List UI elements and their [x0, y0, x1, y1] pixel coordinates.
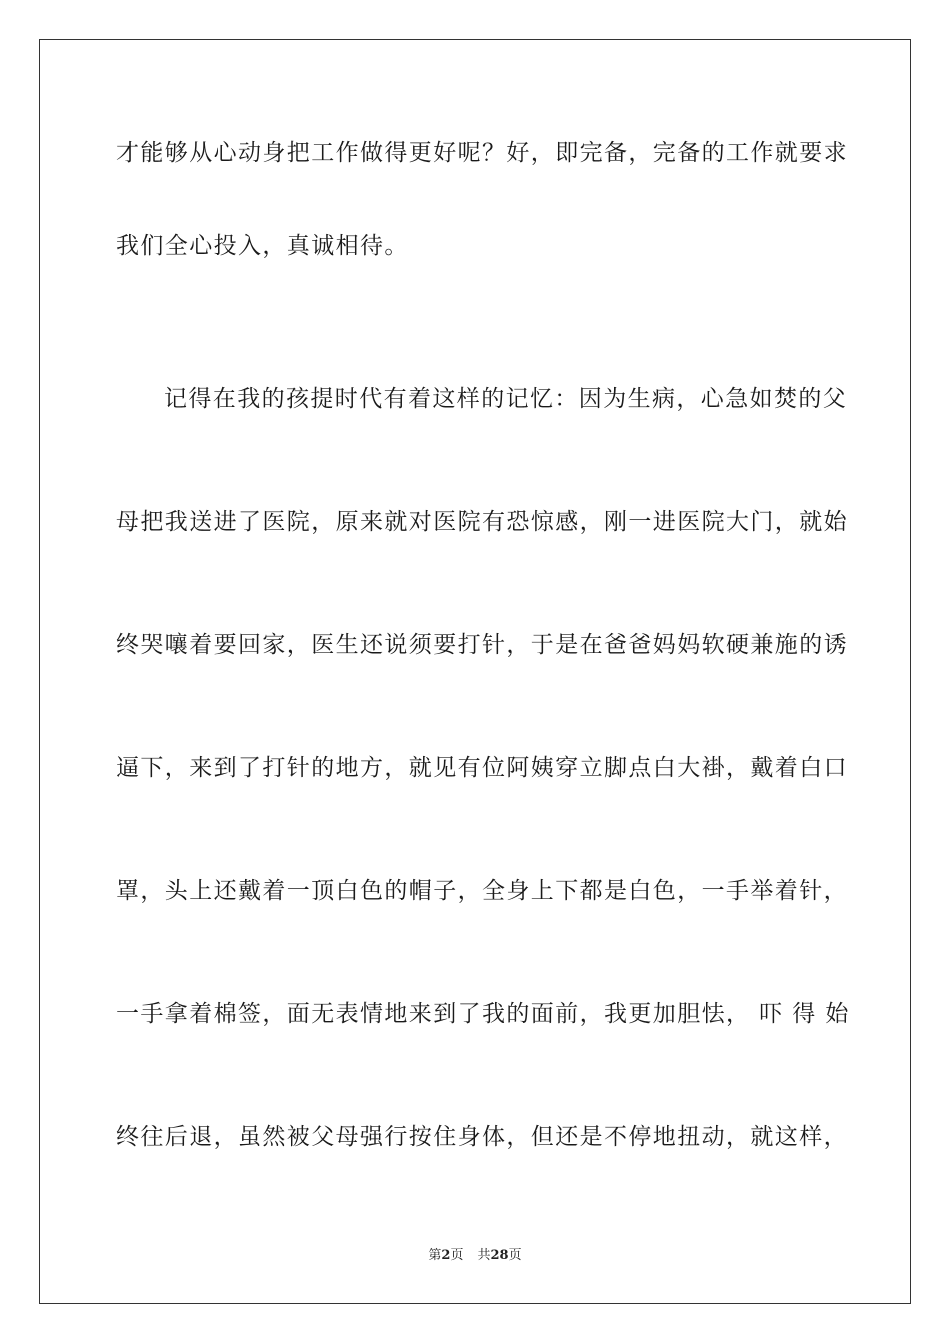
paragraph-line-3: 记得在我的孩提时代有着这样的记忆：因为生病，心急如焚的父: [164, 386, 848, 412]
page-number: 2: [441, 1248, 451, 1263]
paragraph-line-2: 我们全心投入，真诚相待。: [116, 233, 409, 259]
total-suffix: 页: [508, 1248, 522, 1263]
paragraph-line-5: 终哭嚷着要回家，医生还说须要打针，于是在爸爸妈妈软硬兼施的诱: [116, 632, 848, 658]
paragraph-line-6: 逼下，来到了打针的地方，就见有位阿姨穿立脚点白大褂，戴着白口: [116, 755, 848, 781]
paragraph-line-9: 终往后退，虽然被父母强行按住身体，但还是不停地扭动，就这样，: [116, 1124, 848, 1150]
paragraph-line-4: 母把我送进了医院，原来就对医院有恐惊感，刚一进医院大门，就始: [116, 509, 848, 535]
total-pages: 28: [490, 1248, 509, 1263]
page-prefix: 第: [428, 1248, 442, 1263]
page-suffix: 页: [450, 1248, 464, 1263]
paragraph-line-1: 才能够从心动身把工作做得更好呢？好，即完备，完备的工作就要求: [116, 140, 848, 166]
page-border: [39, 39, 911, 1304]
total-prefix: 共: [477, 1248, 491, 1263]
paragraph-line-7: 罩，头上还戴着一顶白色的帽子，全身上下都是白色，一手举着针，: [116, 878, 848, 904]
page-footer: [0, 1247, 950, 1265]
paragraph-line-8: 一手拿着棉签，面无表情地来到了我的面前，我更加胆怯， 吓 得 始: [116, 1001, 850, 1027]
